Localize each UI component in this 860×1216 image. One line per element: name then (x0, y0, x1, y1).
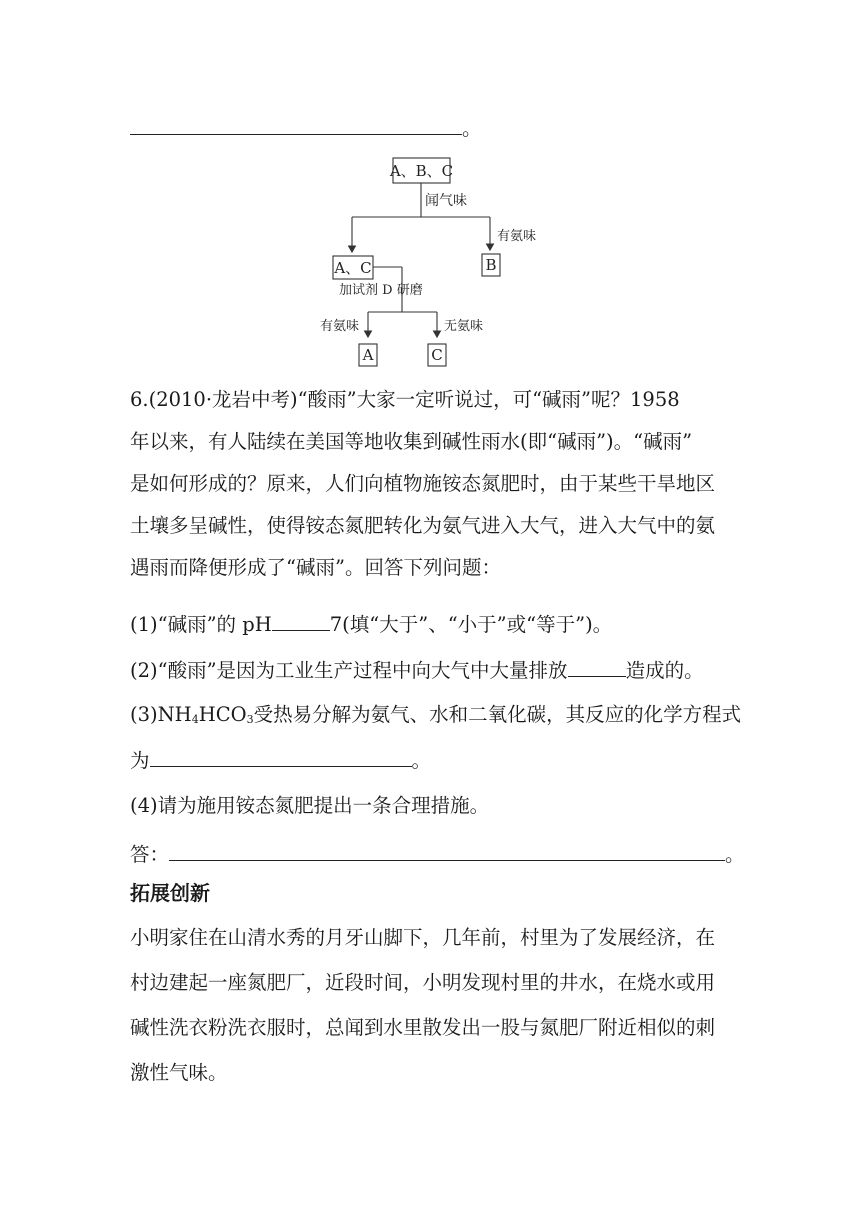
extension-line-1: 小明家住在山清水秀的月牙山脚下，几年前，村里为了发展经济，在 (130, 926, 716, 949)
q6-answer-label: 答： (130, 843, 170, 866)
q6-part3-end: 。 (411, 749, 432, 772)
leaf-left-label: 有氨味 (320, 319, 360, 334)
separation-flow-diagram (0, 0, 860, 380)
step1-label: 闻气味 (425, 193, 467, 209)
q6-line-3: 是如何形成的？原来，人们向植物施铵态氮肥时，由于某些干旱地区 (130, 472, 716, 495)
q6-part3 (130, 702, 740, 733)
q6-part3-sub1: 4 (191, 713, 199, 726)
q6-part3-line2 (130, 746, 740, 774)
q6-part2-text-b: 造成的。 (625, 659, 704, 682)
q6-part3-sub2: 3 (246, 713, 254, 726)
q6-answer-end: 。 (725, 843, 745, 866)
leaf-right-label: 无氨味 (444, 319, 484, 334)
q6-line-4: 土壤多呈碱性，使得铵态氮肥转化为氨气进入大气，进入大气中的氨 (130, 514, 716, 537)
q6-part2-blank[interactable] (568, 656, 626, 677)
section-heading: 拓展创新 (130, 881, 210, 905)
box-a-label: A (362, 346, 374, 364)
top-answer-end: 。 (462, 117, 482, 140)
q6-part1 (130, 610, 740, 638)
q6-part2 (130, 656, 740, 684)
step2-label: 加试剂 D 研磨 (339, 283, 423, 298)
box-b-label: B (485, 256, 497, 274)
extension-line-4: 激性气味。 (130, 1061, 228, 1084)
q6-part1-text-a: (1)“碱雨”的 pH (130, 613, 272, 636)
q6-answer-blank[interactable] (169, 840, 725, 861)
q6-part3-formula-b: HCO (198, 703, 247, 726)
q6-answer (130, 840, 745, 868)
q6-part3-blank[interactable] (150, 746, 412, 767)
q6-part4: (4)请为施用铵态氮肥提出一条合理措施。 (130, 794, 490, 817)
q6-line-2: 年以来，有人陆续在美国等地收集到碱性雨水(即“碱雨”)。“碱雨” (130, 430, 693, 453)
extension-line-2: 村边建起一座氮肥厂，近段时间，小明发现村里的井水，在烧水或用 (130, 971, 716, 994)
q6-line-5: 遇雨而降便形成了“碱雨”。回答下列问题： (130, 556, 501, 579)
box-c-label: C (431, 346, 443, 364)
q6-part3-prefix: 为 (130, 749, 150, 772)
q6-part3-text: 受热易分解为氨气、水和二氧化碳，其反应的化学方程式 (253, 703, 742, 726)
right-branch-label: 有氨味 (497, 229, 537, 244)
box-ac-label: A、C (334, 259, 372, 277)
box-abc-label: A、B、C (389, 162, 454, 180)
q6-part2-text-a: (2)“酸雨”是因为工业生产过程中向大气中大量排放 (130, 659, 568, 682)
q6-line-1: 6.(2010·龙岩中考)“酸雨”大家一定听说过，可“碱雨”呢？1958 (130, 388, 680, 411)
extension-line-3: 碱性洗衣粉洗衣服时，总闻到水里散发出一股与氮肥厂附近相似的刺 (130, 1016, 716, 1039)
q6-part1-blank[interactable] (272, 610, 330, 631)
q6-part3-formula-a: (3)NH (130, 703, 192, 726)
q6-part1-text-b: 7(填“大于”、“小于”或“等于”)。 (329, 613, 613, 636)
